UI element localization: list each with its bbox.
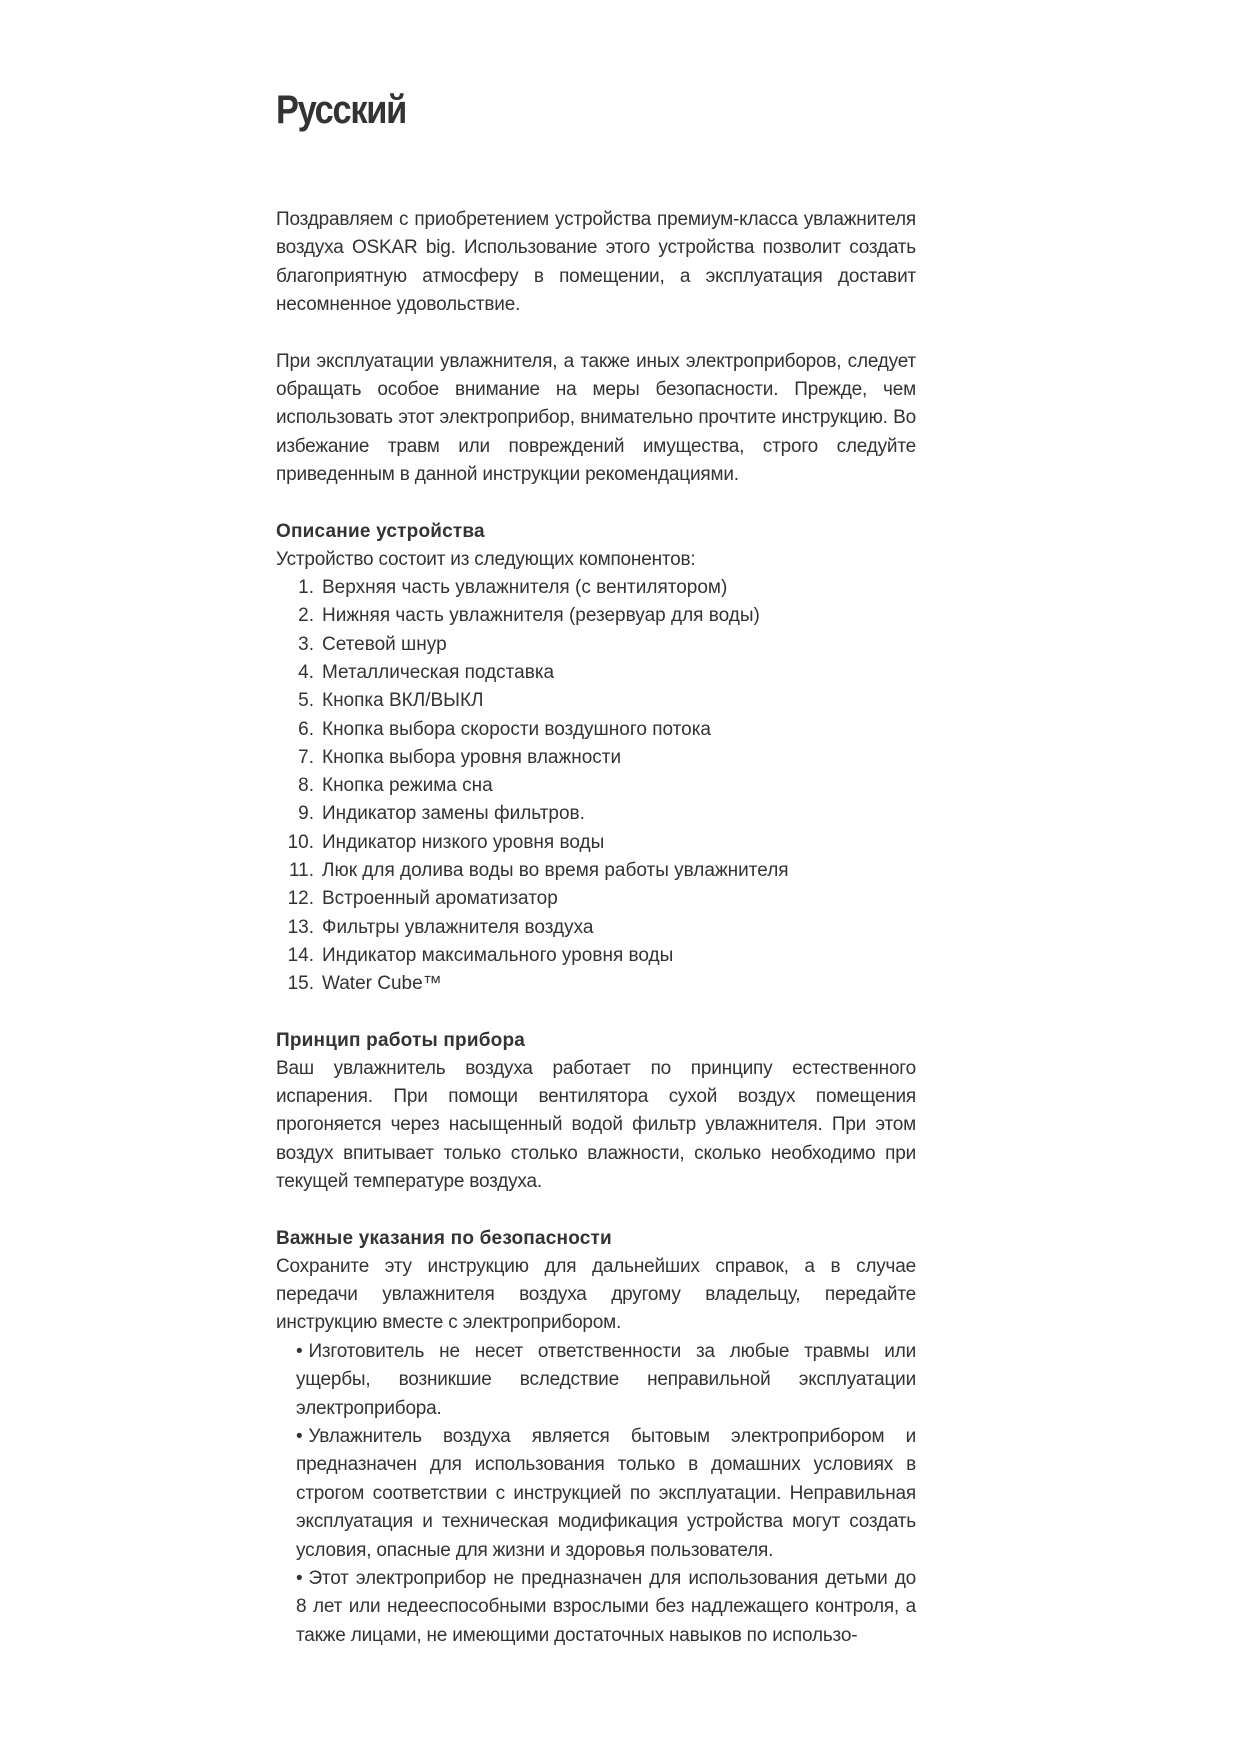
manual-page	[276, 86, 916, 1650]
list-item-number: 11.	[288, 860, 314, 882]
list-item	[276, 772, 916, 800]
principle-heading: Принцип работы прибора	[276, 1029, 526, 1051]
list-item-text: Кнопка режима сна	[322, 775, 493, 797]
safety-lead: Сохраните эту инструкцию для дальнейших справок, а в случае передачи увлажнителя воздуха другому владельцу, передайте инструкцию вместе с электроприбором.	[276, 1255, 916, 1334]
list-item	[276, 857, 916, 885]
safety-bullet-item	[296, 1423, 916, 1565]
description-lead: Устройство состоит из следующих компонентов:	[276, 548, 696, 570]
list-item-number: 15.	[287, 973, 314, 995]
list-item-number: 7.	[298, 746, 314, 768]
safety-section	[276, 1225, 916, 1651]
list-item-text: Индикатор максимального уровня воды	[322, 944, 674, 966]
safety-bullet-item	[296, 1338, 916, 1423]
bullet-icon: •	[296, 1425, 303, 1447]
list-item-text: Верхняя часть увлажнителя (с вентилятором)	[322, 577, 728, 599]
list-item-number: 9.	[298, 803, 314, 825]
list-item	[276, 744, 916, 772]
list-item-text: Индикатор низкого уровня воды	[322, 831, 605, 853]
bullet-icon: •	[296, 1568, 303, 1590]
components-list	[276, 574, 916, 998]
principle-section	[276, 1027, 916, 1197]
list-item	[276, 631, 916, 659]
list-item-text: Люк для долива воды во время работы увлажнителя	[322, 860, 789, 882]
list-item	[276, 602, 916, 630]
list-item-number: 5.	[298, 690, 314, 712]
list-item-number: 1.	[298, 577, 314, 599]
list-item-text: Нижняя часть увлажнителя (резервуар для воды)	[322, 605, 760, 627]
list-item-text: Фильтры увлажнителя воздуха	[322, 916, 594, 938]
list-item-number: 8.	[298, 775, 314, 797]
safety-bullet-text: Увлажнитель воздуха является бытовым электроприбором и предназначен для использования только в домашних условиях в строгом соответствии с инструкцией по эксплуатации. Неправильная эксплуатация и техническая модификация устройства могут создать условия, опасные для жизни и здоровья пользователя.	[296, 1425, 916, 1561]
list-item-number: 2.	[298, 605, 314, 627]
list-item-text: Кнопка ВКЛ/ВЫКЛ	[322, 690, 484, 712]
list-item-number: 4.	[298, 661, 314, 683]
list-item	[276, 687, 916, 715]
list-item-number: 14.	[287, 944, 314, 966]
list-item	[276, 942, 916, 970]
safety-heading: Важные указания по безопасности	[276, 1227, 612, 1249]
bullet-icon: •	[296, 1340, 303, 1362]
page-title: Русский	[276, 88, 406, 132]
list-item	[276, 970, 916, 998]
list-item-text: Металлическая подставка	[322, 661, 555, 683]
list-item-number: 6.	[298, 718, 314, 740]
list-item-text: Water Cube™	[322, 973, 442, 995]
list-item-number: 12.	[287, 888, 314, 910]
description-section	[276, 518, 916, 999]
intro-paragraph-1: Поздравляем с приобретением устройства премиум-класса увлажнителя воздуха OSKAR big. Использование этого устройства позволит создать благоприятную атмосферу в помещении, а эксплуатация доставит несомненное удовольствие.	[276, 209, 916, 316]
list-item	[276, 800, 916, 828]
list-item-text: Индикатор замены фильтров.	[322, 803, 585, 825]
principle-text: Ваш увлажнитель воздуха работает по принципу естественного испарения. При помощи вентилятора сухой воздух помещения прогоняется через насыщенный водой фильтр увлажнителя. При этом воздух впитывает только столько влажности, сколько необходимо при текущей температуре воздуха.	[276, 1057, 916, 1193]
safety-bullets	[276, 1338, 916, 1650]
list-item-text: Кнопка выбора уровня влажности	[322, 746, 622, 768]
list-item-number: 13.	[287, 916, 314, 938]
list-item-number: 3.	[298, 633, 314, 655]
safety-bullet-text: Этот электроприбор не предназначен для использования детьми до 8 лет или недееспособными взрослыми без надлежащего контроля, а также лицами, не имеющими достаточных навыков по использо-	[296, 1568, 916, 1646]
list-item-text: Кнопка выбора скорости воздушного потока	[322, 718, 711, 740]
safety-bullet-text: Изготовитель не несет ответственности за любые травмы или ущербы, возникшие вследствие неправильной эксплуатации электроприбора.	[296, 1340, 916, 1419]
list-item	[276, 914, 916, 942]
description-heading: Описание устройства	[276, 520, 485, 542]
list-item	[276, 659, 916, 687]
list-item	[276, 829, 916, 857]
intro-paragraph-2: При эксплуатации увлажнителя, а также иных электроприборов, следует обращать особое внимание на меры безопасности. Прежде, чем использовать этот электроприбор, внимательно прочтите инструкцию. Во избежание травм или повреждений имущества, строго следуйте приведенным в данной инструкции рекомендациями.	[276, 350, 916, 486]
list-item	[276, 716, 916, 744]
list-item	[276, 574, 916, 602]
list-item-text: Встроенный ароматизатор	[322, 888, 558, 910]
list-item-number: 10.	[287, 831, 314, 853]
safety-bullet-item	[296, 1565, 916, 1650]
list-item-text: Сетевой шнур	[322, 633, 447, 655]
list-item	[276, 885, 916, 913]
